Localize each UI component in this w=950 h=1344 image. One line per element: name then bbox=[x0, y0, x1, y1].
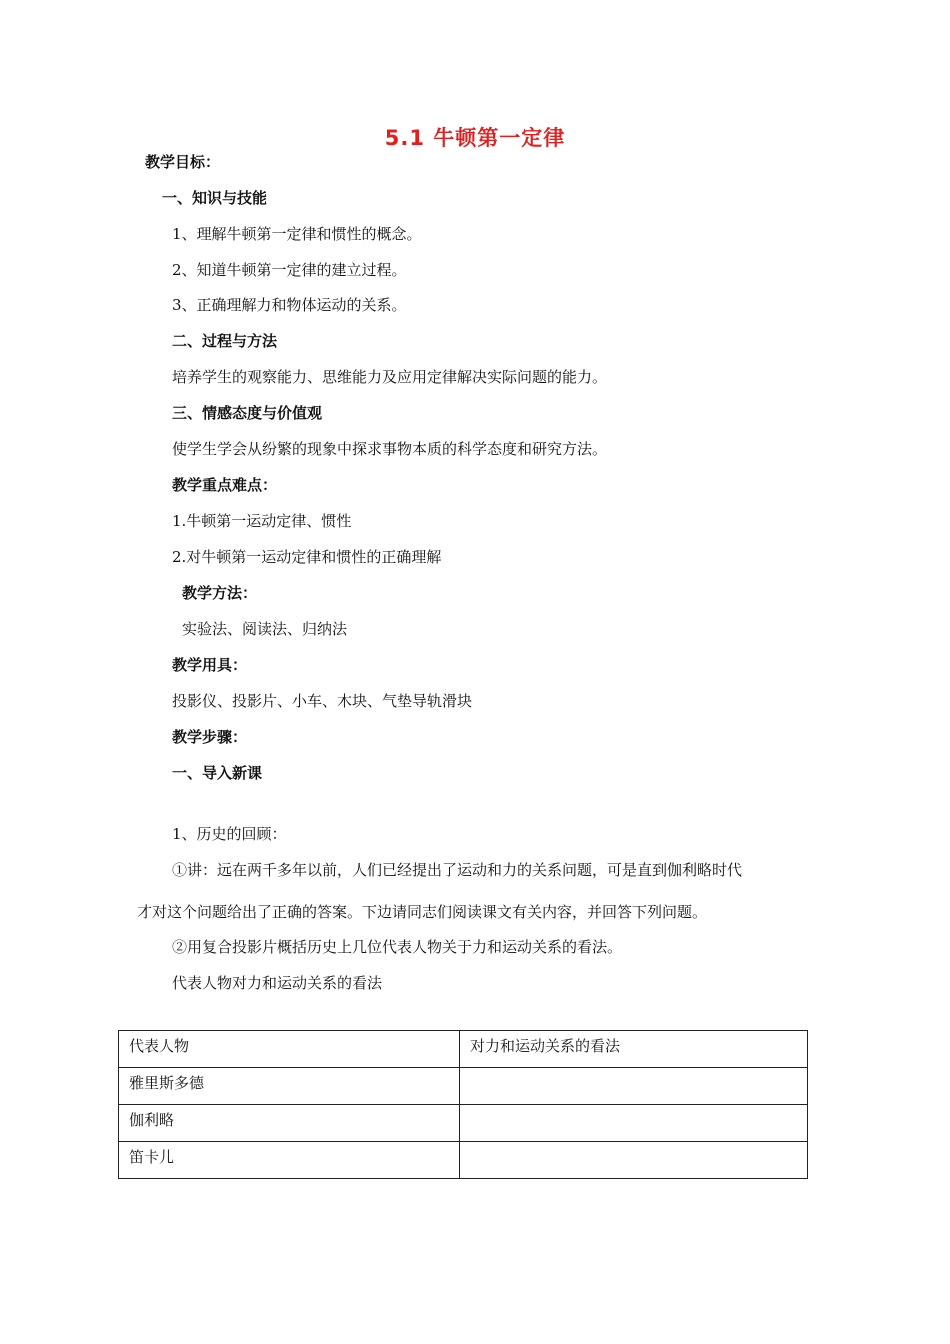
table-row bbox=[119, 1068, 808, 1105]
part1-heading: 一、导入新课 bbox=[172, 764, 263, 782]
knowledge-item: 2、知道牛顿第一定律的建立过程。 bbox=[172, 261, 407, 279]
table-header-row bbox=[119, 1031, 808, 1068]
knowledge-item: 1、理解牛顿第一定律和惯性的概念。 bbox=[172, 225, 422, 243]
knowledge-item: 3、正确理解力和物体运动的关系。 bbox=[172, 296, 407, 314]
table-cell-person: 伽利略 bbox=[119, 1105, 460, 1142]
paragraph-2: ②用复合投影片概括历史上几位代表人物关于力和运动关系的看法。 bbox=[172, 938, 623, 956]
key-points-heading: 教学重点难点： bbox=[172, 476, 278, 494]
table-header-cell: 对力和运动关系的看法 bbox=[460, 1031, 808, 1068]
views-table bbox=[118, 1030, 808, 1179]
steps-heading: 教学步骤： bbox=[172, 728, 248, 746]
page-title: 5.1 牛顿第一定律 bbox=[384, 126, 566, 150]
key-point-item: 2.对牛顿第一运动定律和惯性的正确理解 bbox=[172, 548, 442, 566]
process-text: 培养学生的观察能力、思维能力及应用定律解决实际问题的能力。 bbox=[172, 368, 608, 386]
methods-text: 实验法、阅读法、归纳法 bbox=[182, 620, 348, 638]
objectives-heading: 教学目标： bbox=[145, 153, 221, 171]
methods-heading: 教学方法： bbox=[182, 584, 258, 602]
table-row bbox=[119, 1142, 808, 1179]
history-heading: 1、历史的回顾： bbox=[172, 825, 287, 843]
knowledge-heading: 一、知识与技能 bbox=[162, 189, 268, 207]
tools-heading: 教学用具： bbox=[172, 656, 248, 674]
table-cell-person: 笛卡儿 bbox=[119, 1142, 460, 1179]
paragraph-1-line-2: 才对这个问题给出了正确的答案。下边请同志们阅读课文有关内容，并回答下列问题。 bbox=[137, 903, 708, 921]
table-cell-view bbox=[460, 1105, 808, 1142]
table-cell-view bbox=[460, 1142, 808, 1179]
table-header-cell: 代表人物 bbox=[119, 1031, 460, 1068]
process-heading: 二、过程与方法 bbox=[172, 332, 278, 350]
table-cell-view bbox=[460, 1068, 808, 1105]
emotion-heading: 三、情感态度与价值观 bbox=[172, 404, 323, 422]
table-caption: 代表人物对力和运动关系的看法 bbox=[172, 974, 383, 992]
key-point-item: 1.牛顿第一运动定律、惯性 bbox=[172, 512, 352, 530]
emotion-text: 使学生学会从纷繁的现象中探求事物本质的科学态度和研究方法。 bbox=[172, 440, 608, 458]
table-row bbox=[119, 1105, 808, 1142]
paragraph-1-line-1: ①讲：远在两千多年以前，人们已经提出了运动和力的关系问题，可是直到伽利略时代 bbox=[172, 861, 743, 879]
tools-text: 投影仪、投影片、小车、木块、气垫导轨滑块 bbox=[172, 692, 473, 710]
table-cell-person: 雅里斯多德 bbox=[119, 1068, 460, 1105]
